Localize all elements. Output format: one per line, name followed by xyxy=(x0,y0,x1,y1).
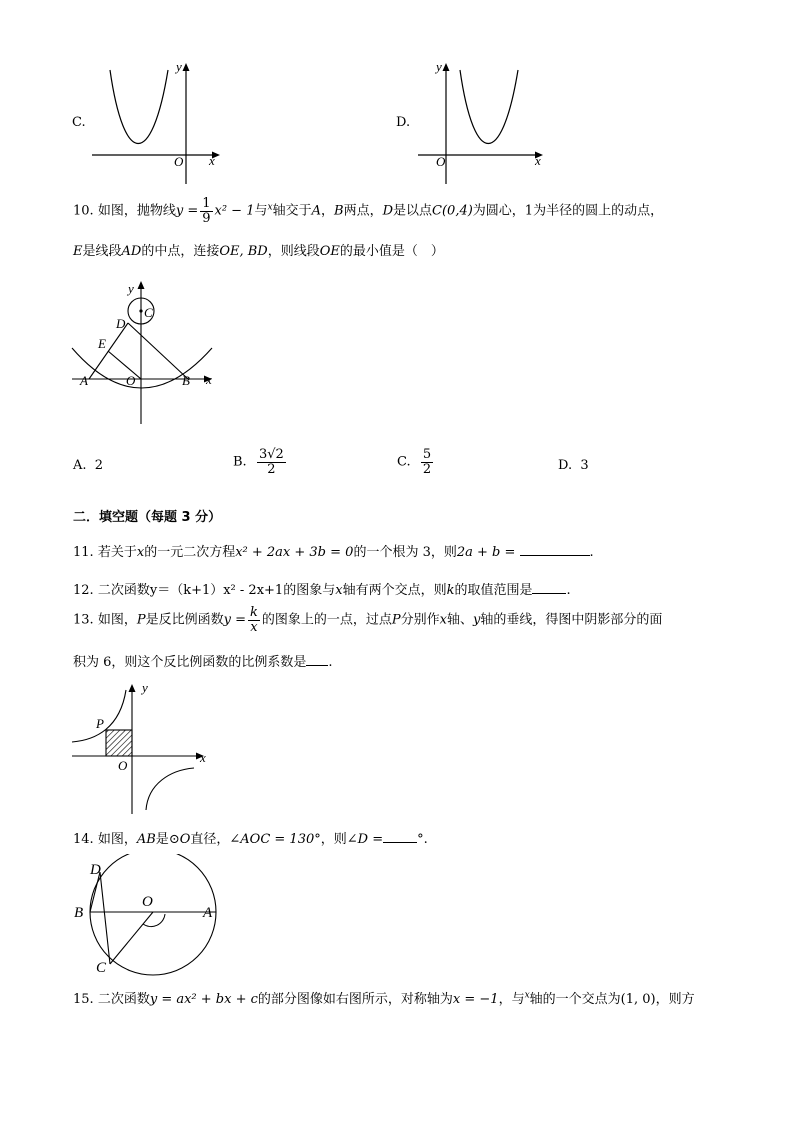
question-13-line-2: 积为 6，则这个反比例函数的比例系数是 . xyxy=(73,655,333,670)
q13-fig-origin-o: O xyxy=(118,758,128,773)
graph-option-c xyxy=(88,58,228,186)
q14-fig-point-a: A xyxy=(203,905,213,921)
q10-option-d[interactable]: D. 3 xyxy=(558,458,589,473)
q10-fig-point-d: D xyxy=(116,316,126,331)
q10-option-c[interactable]: C. $\frac{5}{2}$ xyxy=(397,447,432,477)
option-c-label: C. xyxy=(72,115,86,130)
q12-answer-blank[interactable] xyxy=(532,581,566,594)
q10-fig-point-a: A xyxy=(80,373,88,388)
q10-option-b[interactable]: B. $\frac{3√2}{2}$ xyxy=(233,447,284,477)
figure-q10-parabola-circle xyxy=(66,276,226,428)
question-12: 12. 二次函数y＝（k+1）x² - 2x+1的图象与x轴有两个交点，则k的取值范围是 . xyxy=(73,583,571,598)
question-13-line-1: 13. 如图，P是反比例函数y = $\frac{k}{x}$ 的图象上的一点，过点P分别作x轴、y轴的垂线，得图中阴影部分的面 xyxy=(73,605,663,635)
q10-fig-point-o: O xyxy=(126,373,136,388)
q14-fig-point-c: C xyxy=(96,960,107,976)
q10-fraction: $\frac{1}{9}$ xyxy=(202,196,211,226)
graph-c-origin-label: O xyxy=(174,154,184,169)
q10-fig-point-e: E xyxy=(98,336,106,351)
q14-answer-blank[interactable] xyxy=(383,830,417,843)
graph-option-d xyxy=(414,58,554,186)
figure-q14-circle xyxy=(70,854,230,978)
graph-c-y-label: y xyxy=(176,59,182,74)
q10-fig-point-b: B xyxy=(182,373,190,388)
question-15: 15. 二次函数y = ax² + bx + c的部分图像如右图所示，对称轴为x = −1，与$^x$轴的一个交点为(1, 0)，则方 xyxy=(73,990,695,1007)
q14-fig-point-o: O xyxy=(142,894,153,910)
question-11: 11. 若关于x的一元二次方程x² + 2ax + 3b = 0的一个根为 3，则2a + b = . xyxy=(73,545,594,560)
graph-d-y-label: y xyxy=(436,59,442,74)
q13-fig-x-label: x xyxy=(200,750,206,765)
graph-c-x-label: x xyxy=(209,153,215,168)
q10-option-a[interactable]: A. 2 xyxy=(73,458,104,473)
q13-fig-y-label: y xyxy=(142,680,148,695)
q10-fig-x-label: x xyxy=(206,372,212,387)
figure-q13-hyperbola xyxy=(66,676,226,818)
q11-answer-blank[interactable] xyxy=(520,543,590,556)
option-d-label: D. xyxy=(396,115,411,130)
q14-fig-point-b: B xyxy=(74,905,84,921)
q13-fig-point-p: P xyxy=(96,716,104,731)
graph-d-origin-label: O xyxy=(436,154,446,169)
section-2-title: 二．填空题（每题 3 分） xyxy=(73,510,222,525)
graph-d-x-label: x xyxy=(535,153,541,168)
q13-answer-blank[interactable] xyxy=(306,653,328,666)
q10-number: 10. xyxy=(73,203,94,219)
q10-fig-point-c: C xyxy=(144,305,153,320)
question-14: 14. 如图，AB是⊙O直径，∠AOC = 130°，则∠D = °. xyxy=(73,832,428,847)
question-10-line-1: 10. 如图，抛物线y = $\frac{1}{9}$ x² − 1与$^x$轴交于A，B两点，D是以点C(0,4)为圆心，1为半径的圆上的动点， xyxy=(73,196,664,226)
question-10-line-2: E是线段AD的中点，连接OE, BD，则线段OE的最小值是（ ） xyxy=(73,244,444,259)
q10-fig-y-label: y xyxy=(128,281,134,296)
q14-fig-point-d: D xyxy=(90,862,101,878)
